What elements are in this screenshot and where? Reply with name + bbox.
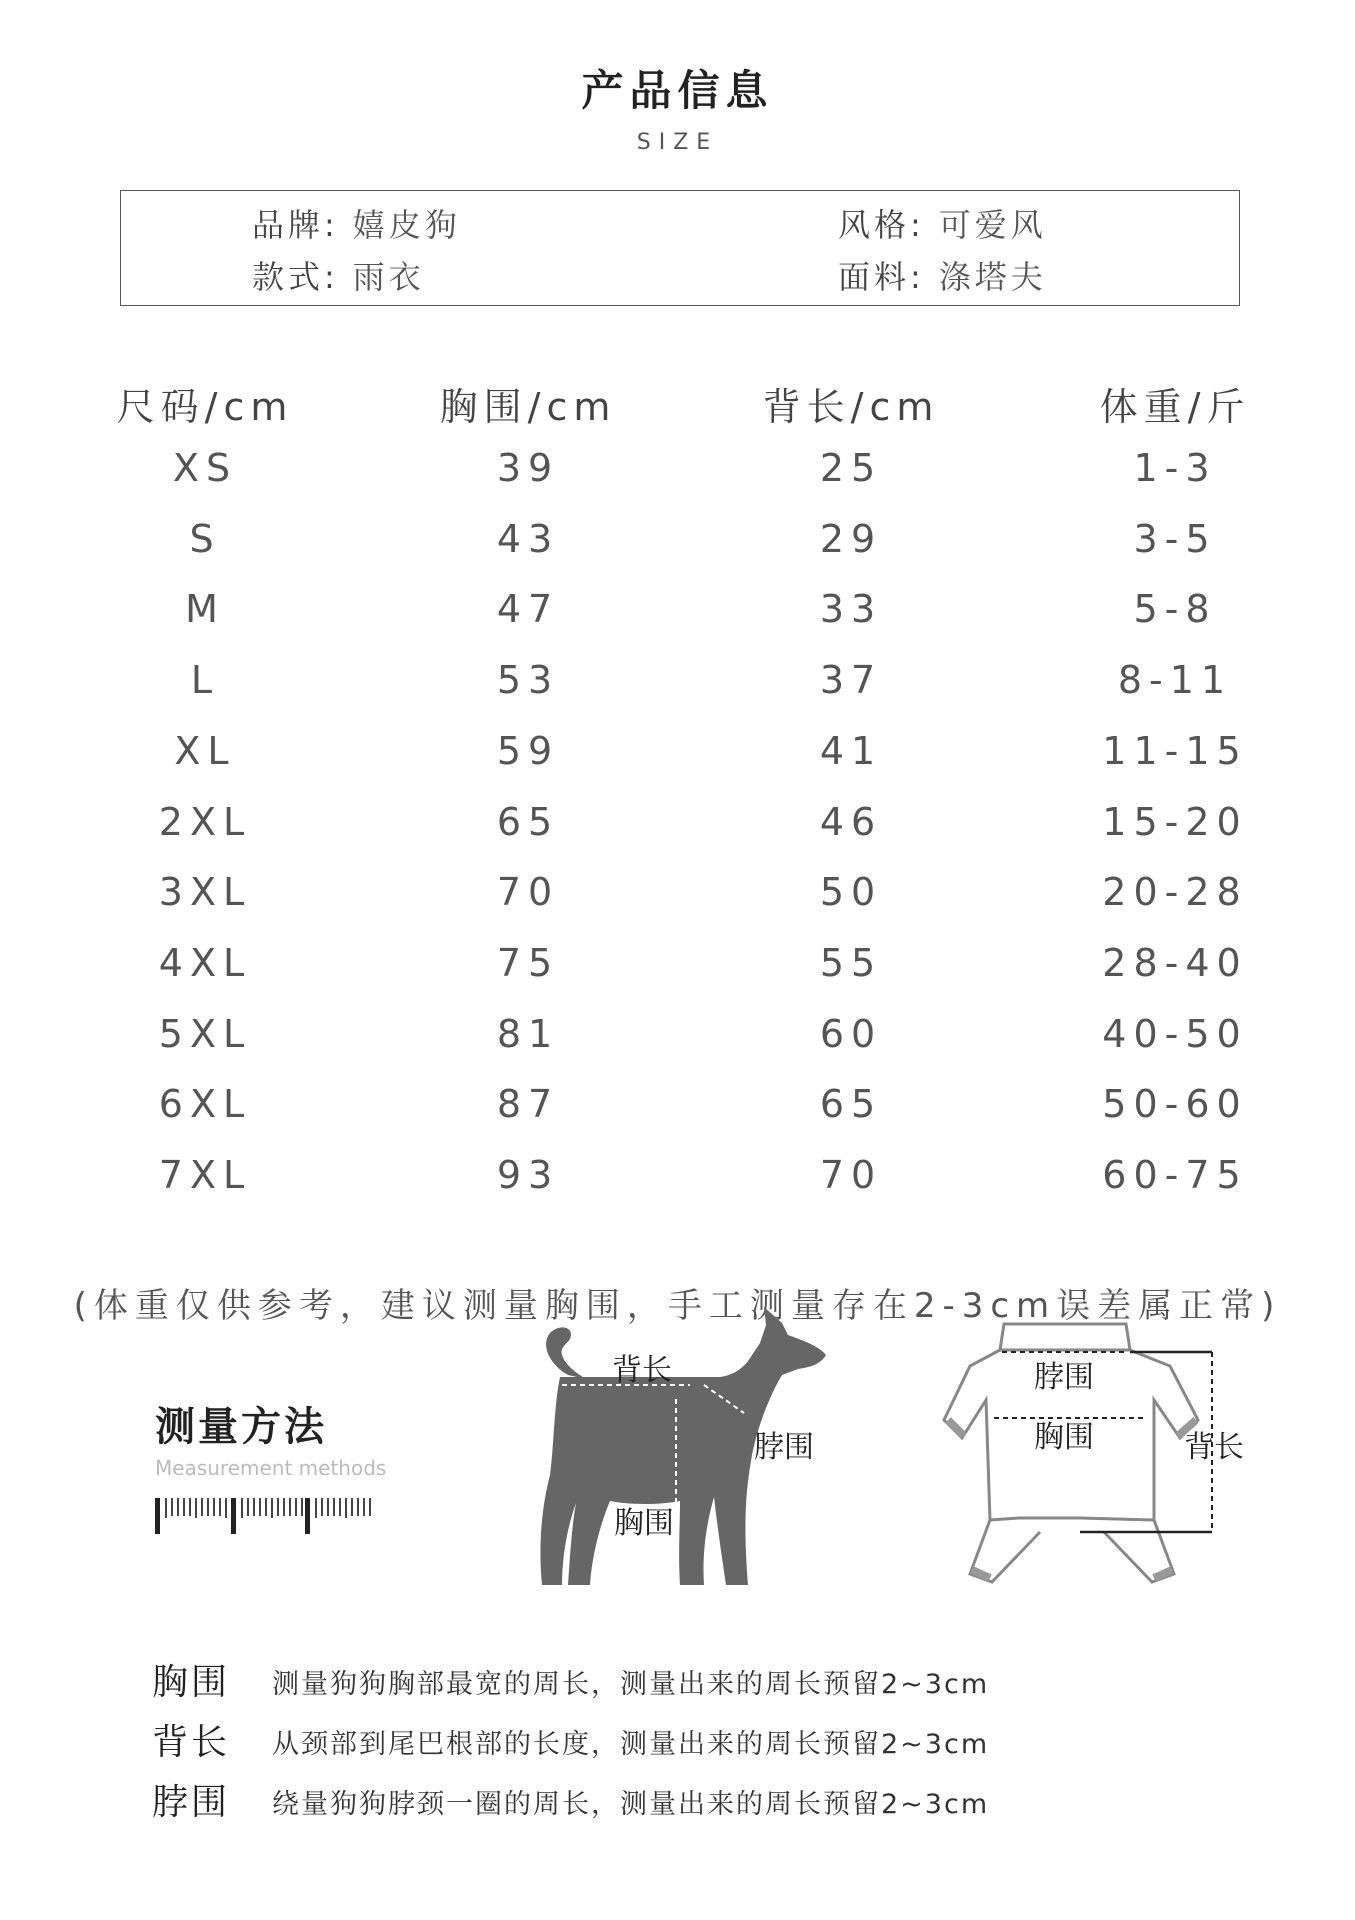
table-cell: 43 [496,516,560,561]
style-value: 可爱风 [938,206,1047,244]
garment-chest-label: 胸围 [1034,1420,1094,1455]
brand-value: 嬉皮狗 [352,206,461,244]
table-cell: 25 [819,446,883,490]
table-cell: 60-75 [1102,1153,1248,1197]
table-cell: 55 [819,940,883,985]
def-text-neck: 绕量狗狗脖颈一圈的周长，测量出来的周长预留2~3cm [272,1789,990,1820]
table-cell: 70 [819,1153,883,1197]
table-cell: 65 [496,799,560,844]
table-cell: 15-20 [1102,799,1248,844]
style-label: 风格: [838,206,925,244]
table-cell: 40-50 [1102,1011,1248,1056]
garment-back-label: 背长 [1184,1430,1244,1465]
type-info [252,252,425,298]
table-cell: 75 [496,940,560,985]
table-cell: 47 [496,587,560,632]
dog-back-label: 背长 [612,1353,672,1388]
method-title: 测量方法 [155,1404,327,1450]
table-cell: 3-5 [1133,516,1217,561]
table-cell: L [190,658,220,703]
table-header-cell: 背长/cm [762,385,940,429]
table-cell: 41 [819,728,883,773]
table-cell: 53 [496,658,560,703]
table-header-cell: 尺码/cm [116,385,294,429]
table-cell: 11-15 [1102,728,1248,773]
table-cell: 39 [496,446,560,490]
page-title: 产品信息 [581,66,774,115]
method-subtitle: Measurement methods [155,1456,387,1480]
table-cell: 59 [496,728,560,773]
fabric-info [838,252,1047,298]
table-cell: 46 [819,799,883,844]
table-cell: 87 [496,1082,560,1127]
def-text-back: 从颈部到尾巴根部的长度，测量出来的周长预留2~3cm [272,1729,990,1760]
dog-chest-label: 胸围 [614,1506,674,1541]
table-cell: 3XL [158,870,252,915]
table-cell: 8-11 [1117,658,1233,703]
style-info [838,200,1047,246]
def-text-chest: 测量狗狗胸部最宽的周长，测量出来的周长预留2~3cm [272,1669,990,1700]
type-label: 款式: [252,258,339,296]
def-term-neck: 脖围 [152,1782,231,1823]
table-cell: XS [172,446,238,490]
garment-neck-label: 脖围 [1034,1360,1094,1395]
table-cell: 28-40 [1102,940,1248,985]
table-cell: 2XL [158,799,252,844]
table-cell: 37 [819,658,883,703]
table-cell: 29 [819,516,883,561]
table-header-cell: 体重/斤 [1099,385,1251,429]
table-cell: XL [174,728,236,773]
fabric-value: 涤塔夫 [938,258,1047,296]
table-cell: 4XL [158,940,252,985]
table-cell: 20-28 [1102,870,1248,915]
brand-label: 品牌: [252,206,339,244]
weight-note: (体重仅供参考，建议测量胸围，手工测量存在2-3cm误差属正常) [73,1286,1282,1326]
table-cell: 50-60 [1102,1082,1248,1127]
table-cell: 5-8 [1133,587,1217,632]
table-cell: 60 [819,1011,883,1056]
ruler-icon [155,1494,385,1544]
brand-info [252,200,461,246]
fabric-label: 面料: [838,258,925,296]
page-subtitle: SIZE [636,130,719,155]
table-cell: S [189,516,221,561]
table-cell: M [185,587,225,632]
def-term-back: 背长 [152,1722,231,1763]
dog-neck-label: 脖围 [754,1430,814,1465]
table-cell: 50 [819,870,883,915]
table-cell: 7XL [158,1153,252,1197]
table-cell: 93 [496,1153,560,1197]
table-cell: 81 [496,1011,560,1056]
table-cell: 33 [819,587,883,632]
table-cell: 1-3 [1133,446,1217,490]
table-header-cell: 胸围/cm [439,385,617,429]
table-cell: 5XL [158,1011,252,1056]
table-cell: 70 [496,870,560,915]
type-value: 雨衣 [352,258,425,296]
table-cell: 6XL [158,1082,252,1127]
def-term-chest: 胸围 [152,1662,231,1703]
table-cell: 65 [819,1082,883,1127]
